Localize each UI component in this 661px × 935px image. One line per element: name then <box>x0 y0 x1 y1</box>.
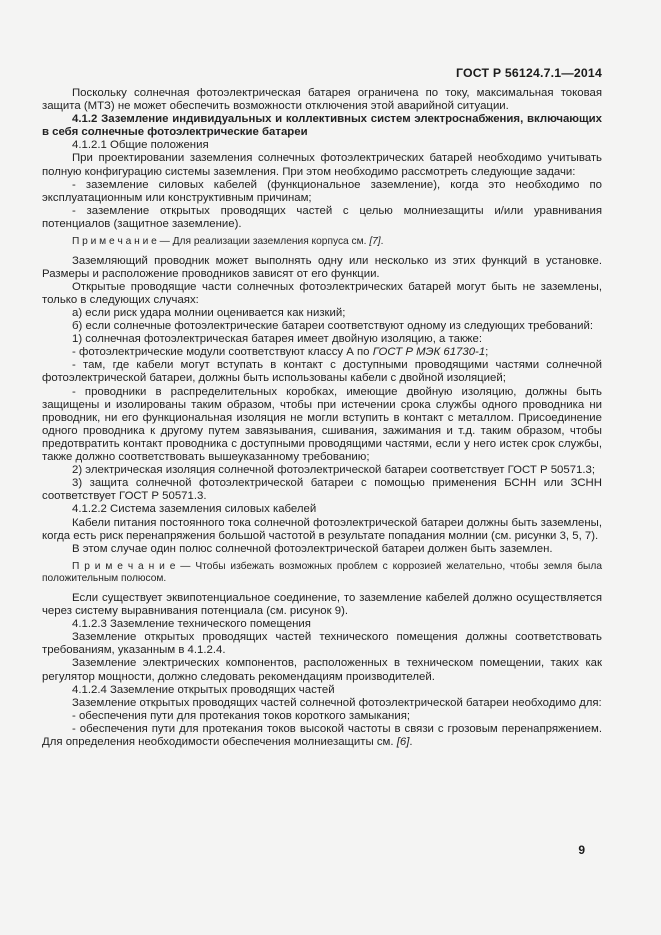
text-run: - проводники в распределительных коробках, имеющие двойную изоляцию, должны быть защищены и изолированы таким образом, чтобы при истечении срока службы одного проводника ни проводник, ни его функциональная изоляция не могли вступить в контакт с металлом. Присоединение одного проводника к другому путем завязывания, сшивания, зажимания и т.д. таким образом, чтобы предотвратить контакт проводника с доступными проводящими частями, если у него истек срок службы, также должно соответствовать вышеуказанному требованию; <box>42 385 602 464</box>
text-run: В этом случае один полюс солнечной фотоэлектрической батареи должен быть заземлен. <box>72 542 553 555</box>
paragraph <box>42 464 602 477</box>
text-run: 4.1.2.2 Система заземления силовых кабелей <box>72 503 317 516</box>
text-run: 4.1.2.4 Заземление открытых проводящих частей <box>72 683 335 696</box>
paragraph <box>42 307 602 320</box>
paragraph <box>42 710 602 723</box>
text-run: 3) защита солнечной фотоэлектрической батареи с помощью применения БСНН или ЗСНН соответствует ГОСТ Р 50571.3. <box>42 477 602 503</box>
paragraph <box>42 281 602 307</box>
text-run: 2) электрическая изоляция солнечной фотоэлектрической батареи соответствует ГОСТ Р 50571.3; <box>72 464 596 477</box>
text-run: 4.1.2.3 Заземление технического помещения <box>72 618 311 631</box>
section-heading <box>42 113 602 139</box>
text-run: . <box>409 736 413 748</box>
text-run: - обеспечения пути для протекания токов короткого замыкания; <box>72 709 411 722</box>
note-paragraph <box>42 236 602 249</box>
paragraph <box>42 179 602 205</box>
paragraph <box>42 346 602 359</box>
paragraph <box>42 517 602 543</box>
text-run: Открытые проводящие части солнечных фотоэлектрических батарей могут быть не заземлены, только в следующих случаях: <box>42 280 602 306</box>
paragraph <box>42 657 602 683</box>
text-run: Поскольку солнечная фотоэлектрическая батарея ограничена по току, максимальная токовая защита (МТЗ) не может обеспечить возможности отключения этой аварийной ситуации. <box>42 87 602 113</box>
text-run: б) если солнечные фотоэлектрические батареи соответствуют одному из следующих требований: <box>72 320 594 333</box>
paragraph <box>42 87 602 113</box>
text-run: - там, где кабели могут вступать в контакт с доступными проводящими частями солнечной фотоэлектрической батареи, должны быть использованы кабели с двойной изоляцией; <box>42 359 602 385</box>
paragraph <box>42 697 602 710</box>
text-run: - обеспечения пути для протекания токов высокой частоты в связи с грозовым перенапряжением. Для определения необходимости обеспечения молниезащиты см. <box>42 722 602 748</box>
text-run: Заземляющий проводник может выполнять одну или несколько из этих функций в установке. Размеры и расположение проводников зависят от его функции. <box>42 254 602 280</box>
text-run: П р и м е ч а н и е — Для реализации заземления корпуса см. <box>72 236 370 248</box>
text-run: П р и м е ч а н и е — Чтобы избежать возможных проблем с коррозией желательно, чтобы земля была положительным полюсом. <box>42 560 602 585</box>
text-run: 4.1.2 Заземление индивидуальных и коллективных систем электроснабжения, включающих в себя солнечные фотоэлектрические батареи <box>42 113 602 139</box>
text-run: а) если риск удара молнии оценивается как низкий; <box>72 307 346 319</box>
text-run: . <box>380 236 384 248</box>
text-run: Заземление электрических компонентов, расположенных в техническом помещении, таких как регулятор мощности, должно следовать рекомендациям производителей. <box>42 657 602 683</box>
paragraph <box>42 205 602 231</box>
paragraph <box>42 333 602 346</box>
text-run: - фотоэлектрические модули соответствуют классу А по <box>72 346 373 359</box>
paragraph <box>42 386 602 465</box>
subsection-heading <box>42 139 602 152</box>
reference-citation: ГОСТ Р МЭК 61730-1 <box>372 346 486 359</box>
text-run: Заземление открытых проводящих частей технического помещения должны соответствовать требованиям, указанным в 4.1.2.4. <box>42 631 602 657</box>
subsection-heading <box>42 684 602 697</box>
document-body <box>42 87 602 749</box>
reference-citation: [6] <box>396 736 410 748</box>
paragraph <box>42 723 602 749</box>
text-run: При проектировании заземления солнечных фотоэлектрических батарей необходимо учитывать полную конфигурацию системы заземления. При этом необходимо рассмотреть следующие задачи: <box>42 152 602 178</box>
text-run: Кабели питания постоянного тока солнечной фотоэлектрической батареи должны быть заземлены, когда есть риск перенапряжения большой частотой в результате попадания молнии (см. рисунки 3, 5, 7). <box>42 516 602 542</box>
note-paragraph <box>42 561 602 586</box>
text-run: 1) солнечная фотоэлектрическая батарея имеет двойную изоляцию, а также: <box>72 333 483 346</box>
paragraph <box>42 631 602 657</box>
text-run: Заземление открытых проводящих частей солнечной фотоэлектрической батареи необходимо для: <box>72 696 602 709</box>
paragraph <box>42 320 602 333</box>
paragraph <box>42 543 602 556</box>
text-run: - заземление силовых кабелей (функциональное заземление), когда это необходимо по эксплуатационным или конструктивным причинам; <box>42 178 602 204</box>
page-number: 9 <box>578 843 585 857</box>
subsection-heading <box>42 618 602 631</box>
paragraph <box>42 477 602 503</box>
reference-citation: [7] <box>369 236 381 248</box>
document-code-header: ГОСТ Р 56124.7.1—2014 <box>455 66 602 80</box>
text-run: ; <box>485 346 489 359</box>
text-run: - заземление открытых проводящих частей с целью молниезащиты и/или уравнивания потенциалов (защитное заземление). <box>42 204 602 230</box>
subsection-heading <box>42 503 602 516</box>
text-run: 4.1.2.1 Общие положения <box>72 139 209 152</box>
paragraph <box>42 255 602 281</box>
text-run: Если существует эквипотенциальное соединение, то заземление кабелей должно осуществляется через систему выравнивания потенциала (см. рисунок 9). <box>42 591 602 618</box>
paragraph <box>42 359 602 385</box>
paragraph <box>42 152 602 178</box>
paragraph <box>42 592 602 618</box>
